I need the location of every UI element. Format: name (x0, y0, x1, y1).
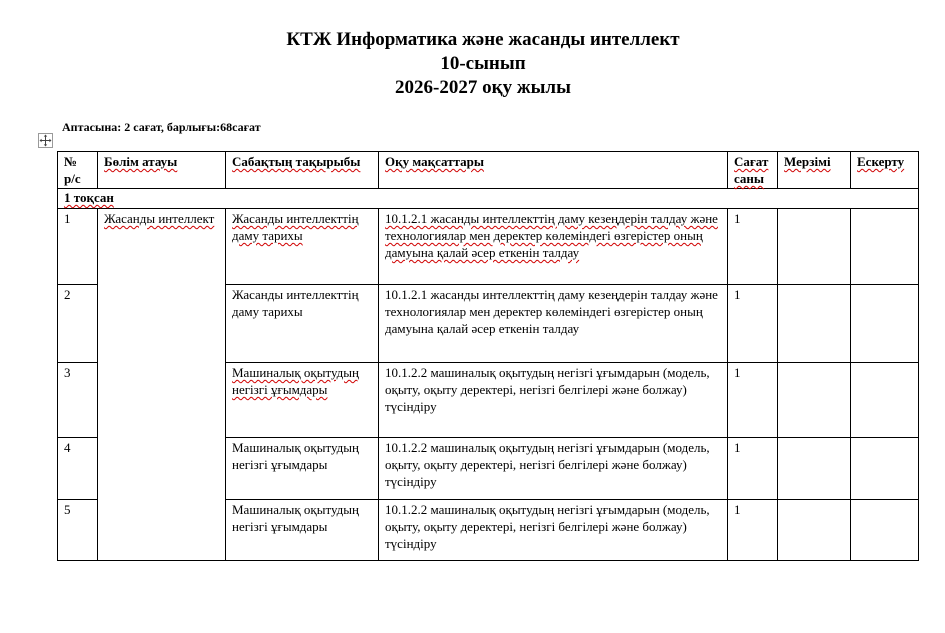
document-year: 2026-2027 оқу жылы (395, 77, 571, 98)
hours-cell: 1 (728, 285, 778, 363)
row-number: 5 (58, 500, 98, 561)
row-number: 2 (58, 285, 98, 363)
column-header-hours-label: Сағат саны (734, 154, 769, 186)
column-header-topic (226, 152, 379, 189)
hours-cell: 1 (728, 500, 778, 561)
quarter-row (58, 189, 919, 209)
date-cell (778, 500, 851, 561)
date-cell (778, 363, 851, 438)
date-cell (778, 285, 851, 363)
topic-cell (226, 438, 379, 500)
column-header-date (778, 152, 851, 189)
objective-text: 10.1.2.2 машиналық оқытудың негізгі ұғымдарын (модель, оқыту, оқыту деректері, негізгі белгілері және болжау) түсіндіру (385, 365, 710, 414)
column-header-objectives-label: Оқу мақсаттары (385, 154, 485, 169)
topic-text: Жасанды интеллекттің даму тарихы (232, 287, 359, 319)
date-cell (778, 209, 851, 285)
column-header-note (851, 152, 919, 189)
note-cell (851, 500, 919, 561)
document-title-block (0, 28, 945, 100)
column-header-section (98, 152, 226, 189)
row-number: 3 (58, 363, 98, 438)
objective-cell (379, 500, 728, 561)
row-number: 4 (58, 438, 98, 500)
objective-text: 10.1.2.1 жасанды интеллекттің даму кезеңдерін талдау және технологиялар мен деректер көлеміндегі өзгерістер оның дамуына қалай әсер еткенін талдау (385, 287, 718, 336)
objective-text: 10.1.2.1 жасанды интеллекттің даму кезеңдерін талдау және технологиялар мен деректер көлеміндегі өзгерістер оның дамуына қалай әсер еткенін талдау (385, 211, 718, 260)
topic-cell (226, 363, 379, 438)
move-arrows-icon[interactable] (38, 133, 53, 148)
topic-text: Машиналық оқытудың негізгі ұғымдары (232, 365, 359, 397)
curriculum-table (57, 151, 919, 561)
topic-cell (226, 285, 379, 363)
topic-text: Машиналық оқытудың негізгі ұғымдары (232, 502, 359, 534)
objective-cell (379, 209, 728, 285)
note-cell (851, 285, 919, 363)
column-header-objectives (379, 152, 728, 189)
table-row (58, 209, 919, 285)
topic-cell (226, 500, 379, 561)
topic-text: Жасанды интеллекттің даму тарихы (232, 211, 359, 243)
topic-cell (226, 209, 379, 285)
note-cell (851, 209, 919, 285)
objective-cell (379, 285, 728, 363)
objective-cell (379, 363, 728, 438)
column-header-note-label: Ескерту (857, 154, 905, 169)
weekly-hours-text: Аптасына: 2 сағат, барлығы:68сағат (62, 120, 261, 134)
note-cell (851, 363, 919, 438)
row-number: 1 (58, 209, 98, 285)
date-cell (778, 438, 851, 500)
document-title: КТЖ Информатика және жасанды интеллект (286, 29, 680, 50)
objective-text: 10.1.2.2 машиналық оқытудың негізгі ұғымдарын (модель, оқыту, оқыту деректері, негізгі белгілері және болжау) түсіндіру (385, 440, 710, 489)
hours-cell: 1 (728, 438, 778, 500)
column-header-topic-label: Сабақтың тақырыбы (232, 154, 361, 169)
section-name-cell (98, 209, 226, 561)
quarter-label: 1 тоқсан (64, 190, 114, 205)
table-header-row (58, 152, 919, 189)
document-grade: 10-сынып (440, 53, 526, 74)
topic-text: Машиналық оқытудың негізгі ұғымдары (232, 440, 359, 472)
column-header-number: № р/с (58, 152, 98, 189)
quarter-label-cell (58, 189, 919, 209)
hours-cell: 1 (728, 363, 778, 438)
objective-text: 10.1.2.2 машиналық оқытудың негізгі ұғымдарын (модель, оқыту, оқыту деректері, негізгі белгілері және болжау) түсіндіру (385, 502, 710, 551)
note-cell (851, 438, 919, 500)
column-header-section-label: Бөлім атауы (104, 154, 178, 169)
column-header-date-label: Мерзімі (784, 154, 831, 169)
column-header-hours (728, 152, 778, 189)
objective-cell (379, 438, 728, 500)
section-name: Жасанды интеллект (104, 211, 215, 226)
hours-cell: 1 (728, 209, 778, 285)
